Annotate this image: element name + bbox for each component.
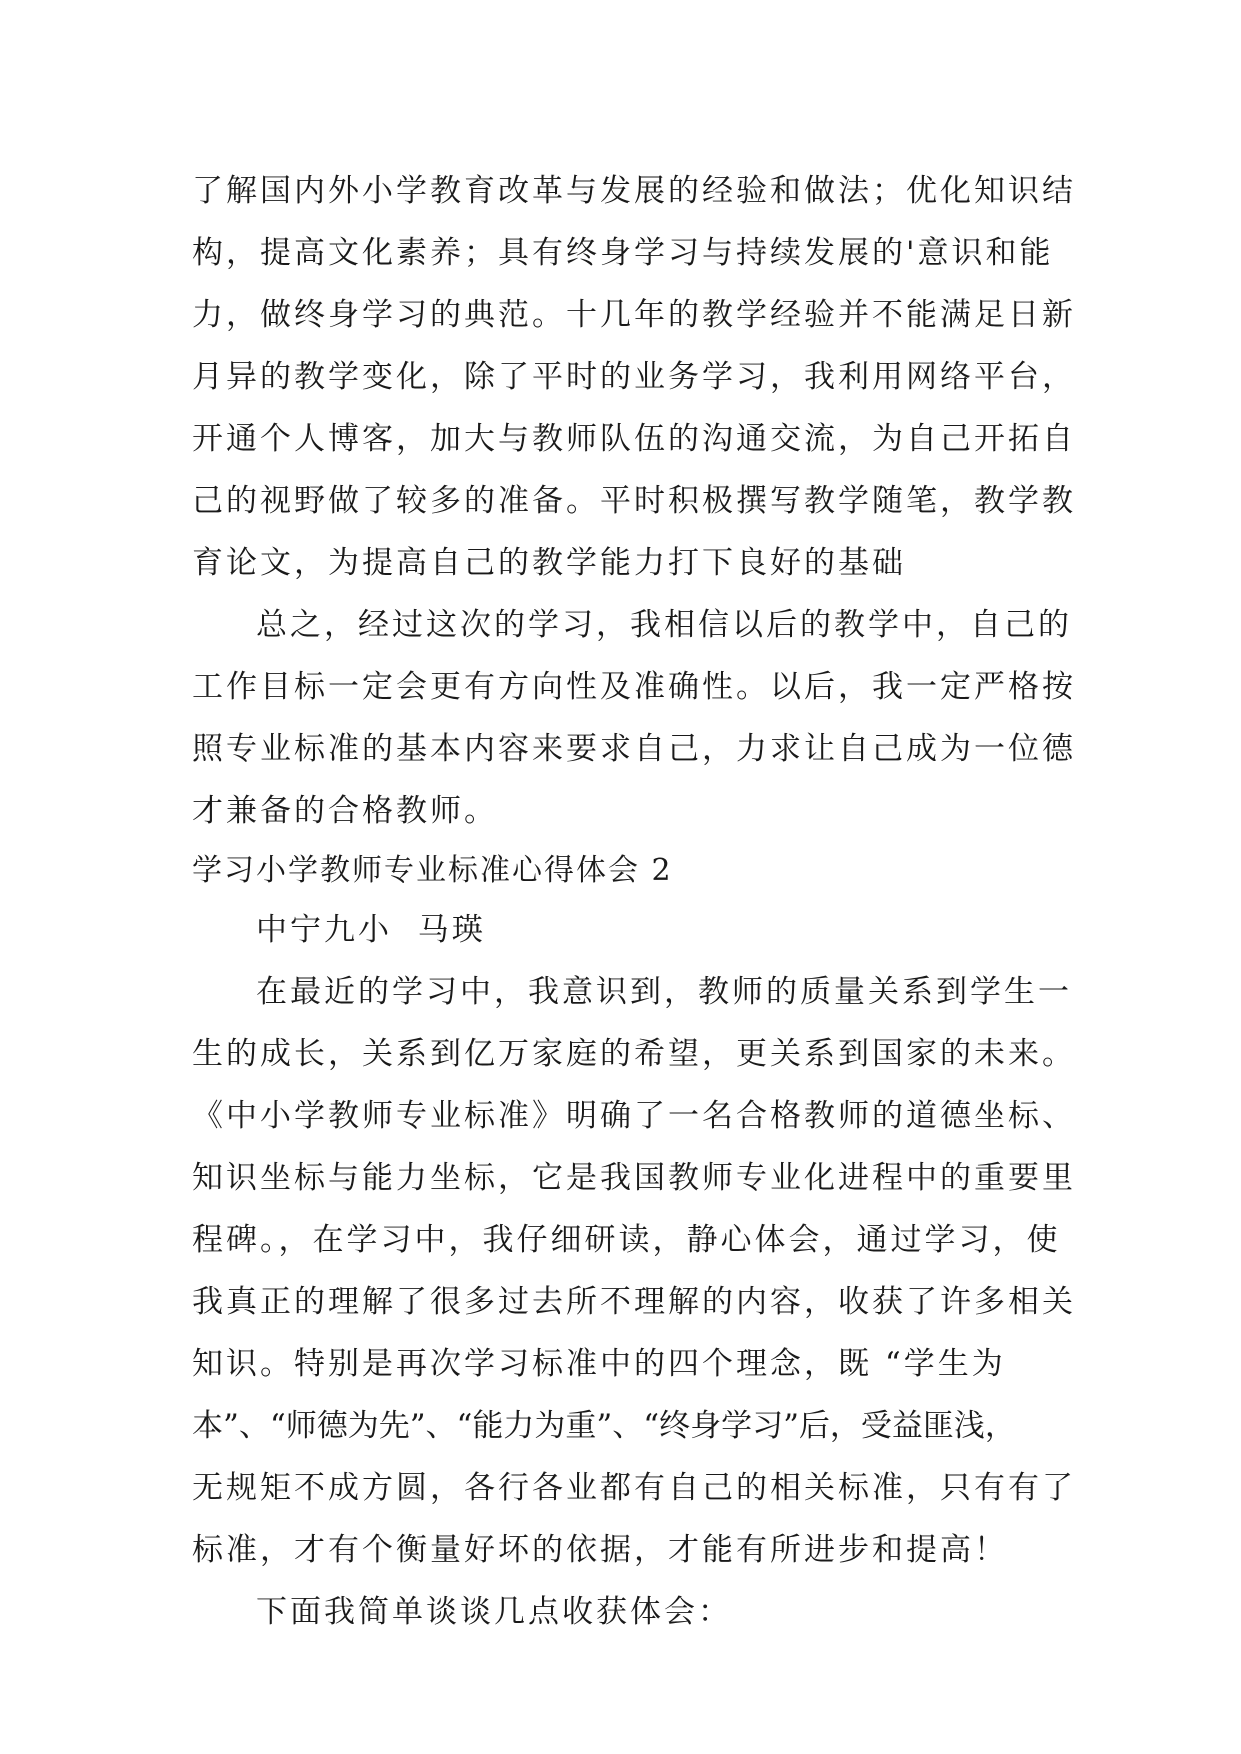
paragraph-main xyxy=(192,961,1076,1581)
text-line: 开通个人博客，加大与教师队伍的沟通交流，为自己开拓自 xyxy=(192,421,1076,457)
text-line: 程碑。，在学习中，我仔细研读，静心体会，通过学习，使 xyxy=(192,1222,1061,1258)
text-line: 下面我简单谈谈几点收获体会： xyxy=(256,1594,732,1630)
text-line: 己的视野做了较多的准备。平时积极撰写教学随笔，教学教 xyxy=(192,483,1076,519)
text-line: 构，提高文化素养；具有终身学习与持续发展的'意识和能 xyxy=(192,235,1054,271)
text-line: 在最近的学习中，我意识到，教师的质量关系到学生一 xyxy=(256,974,1072,1010)
text-line: 无规矩不成方圆，各行各业都有自己的相关标准，只有有了 xyxy=(192,1470,1076,1506)
text-line: 育论文，为提高自己的教学能力打下良好的基础 xyxy=(192,545,906,581)
text-line: 月异的教学变化，除了平时的业务学习，我利用网络平台， xyxy=(192,359,1076,395)
text-line: 生的成长，关系到亿万家庭的希望，更关系到国家的未来。 xyxy=(192,1036,1076,1072)
text-line: 力，做终身学习的典范。十几年的教学经验并不能满足日新 xyxy=(192,297,1076,333)
text-line: 才兼备的合格教师。 xyxy=(192,793,498,829)
text-line: 本”、“师德为先”、“能力为重”、“终身学习”后，受益匪浅， xyxy=(192,1408,1016,1444)
paragraph-conclusion xyxy=(192,594,1076,842)
text-line: 知识坐标与能力坐标，它是我国教师专业化进程中的重要里 xyxy=(192,1160,1076,1196)
text-line: 《中小学教师专业标准》明确了一名合格教师的道德坐标、 xyxy=(192,1098,1076,1134)
text-line: 标准，才有个衡量好坏的依据，才能有所进步和提高！ xyxy=(192,1532,1008,1568)
paragraph-continued xyxy=(192,160,1076,594)
text-line: 总之，经过这次的学习，我相信以后的教学中，自己的 xyxy=(256,607,1072,643)
author-line: 中宁九小 马瑛 xyxy=(256,912,486,948)
section-title: 学习小学教师专业标准心得体会 2 xyxy=(192,853,673,888)
paragraph-intro xyxy=(192,1581,1052,1643)
text-line: 工作目标一定会更有方向性及准确性。以后，我一定严格按 xyxy=(192,669,1076,705)
document-body xyxy=(192,160,1076,1643)
text-line: 我真正的理解了很多过去所不理解的内容，收获了许多相关 xyxy=(192,1284,1076,1320)
text-line: 照专业标准的基本内容来要求自己，力求让自己成为一位德 xyxy=(192,731,1076,767)
text-line: 了解国内外小学教育改革与发展的经验和做法；优化知识结 xyxy=(192,173,1076,209)
text-line: 知识。特别是再次学习标准中的四个理念，既 “学生为 xyxy=(192,1346,1006,1382)
